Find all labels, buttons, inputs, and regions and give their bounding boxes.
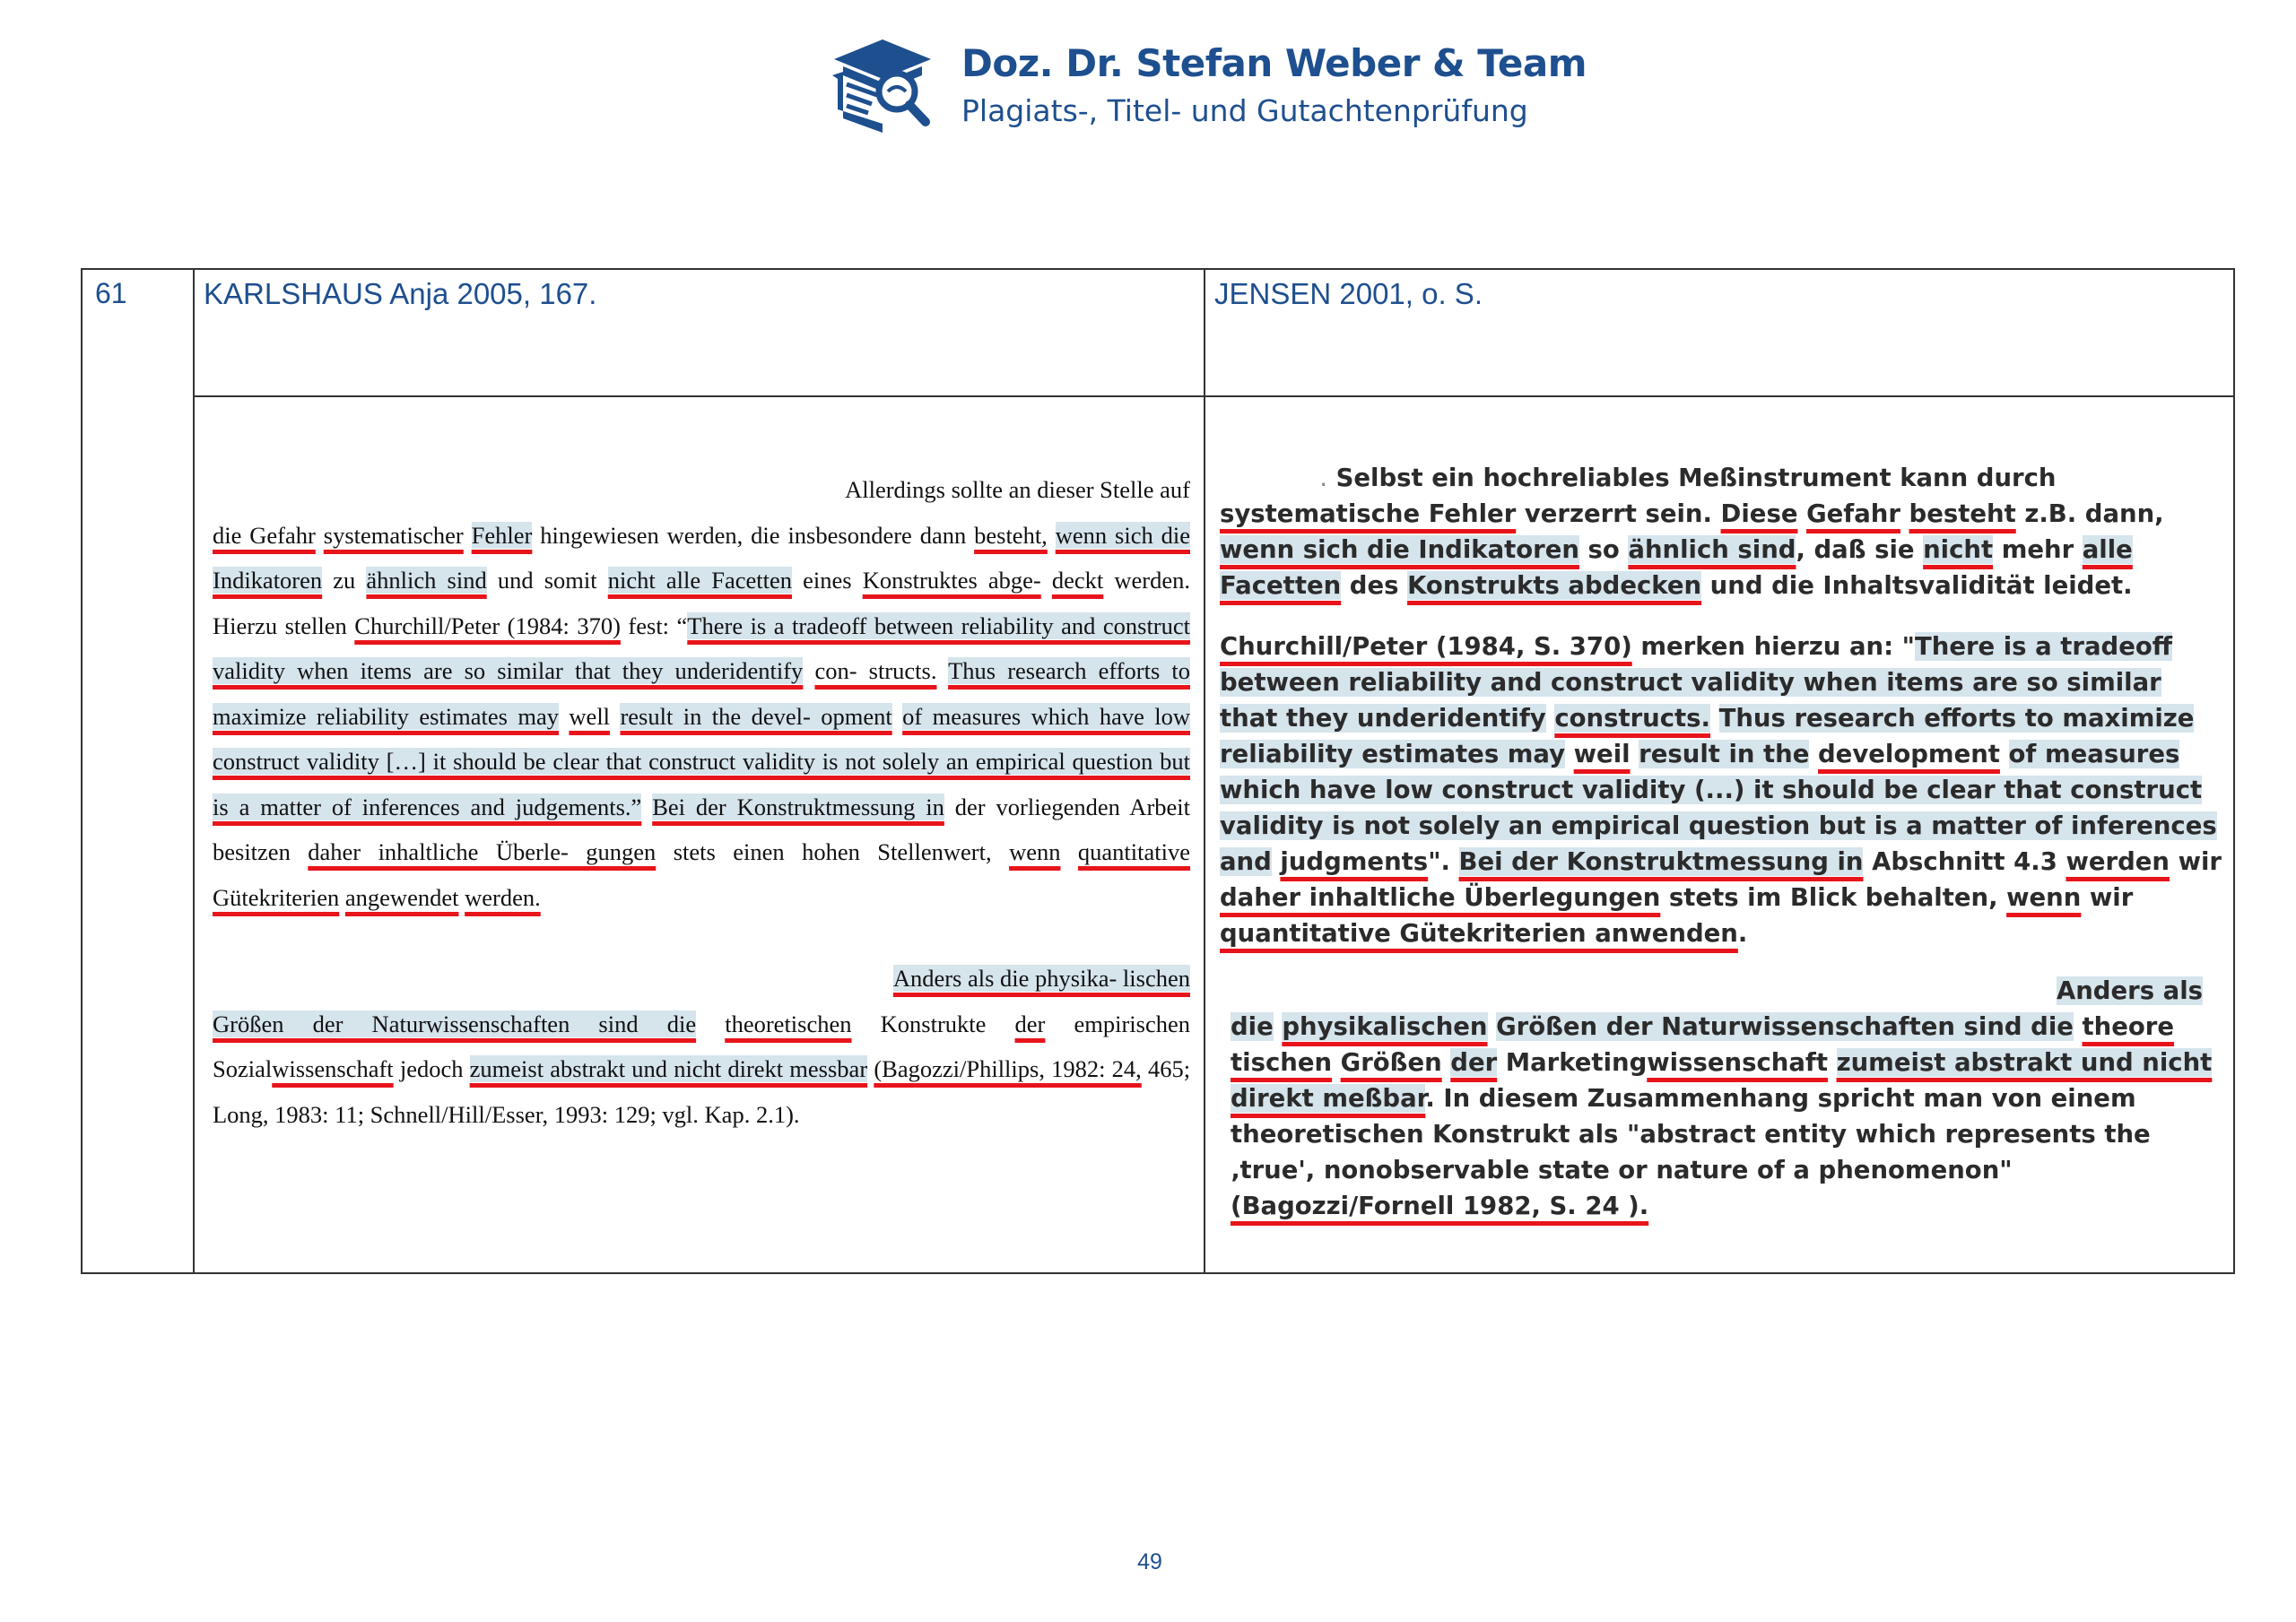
right-span: of measures which have low construct validity (...) it should be clear that construct validity is not solely an empirical question but is a matter of inferences and xyxy=(1220,740,2217,876)
right-span: zumeist abstrakt und nicht direkt meßbar xyxy=(1231,1048,2213,1113)
left-span: der xyxy=(1014,1010,1046,1037)
right-span: Größen xyxy=(1340,1048,1442,1077)
left-text-cell xyxy=(194,396,1205,1273)
left-span: systematischer xyxy=(323,521,464,549)
left-span: besteht, xyxy=(974,521,1048,549)
row-number-cell xyxy=(82,269,194,1273)
left-span: con- structs. xyxy=(814,657,937,684)
right-text-cell xyxy=(1205,396,2234,1273)
right-span: des xyxy=(1349,571,1399,600)
right-span: z.B. dann, xyxy=(2024,499,2164,528)
comparison-table xyxy=(81,268,2235,1274)
left-span: werden. xyxy=(465,883,541,911)
left-span: quantitative Gütekriterien xyxy=(213,838,1191,911)
left-p2-intro: Anders als die physika- lischen xyxy=(892,965,1190,992)
right-span: Gefahr xyxy=(1806,499,1900,528)
left-source-title: KARLSHAUS Anja 2005, 167. xyxy=(204,277,597,310)
left-span: Fehler xyxy=(471,521,533,549)
right-span: besteht xyxy=(1909,499,2016,528)
right-span: und die Inhaltsvalidität leidet. xyxy=(1709,571,2133,600)
left-scanned-text xyxy=(195,467,1208,1137)
left-span: 465; Long, 1983: 11; Schnell/Hill/Esser, 1993: 129; vgl. Kap. 2.1). xyxy=(213,1055,1191,1128)
left-span: werden. Hierzu stellen xyxy=(213,567,1191,639)
right-span: physikalischen xyxy=(1282,1012,1488,1041)
left-span: Konstruktes abge- xyxy=(862,567,1041,594)
left-span: wenn xyxy=(1009,838,1061,865)
right-span: . In diesem Zusammenhang spricht man von einem theoretischen Konstrukt als "abstract entity which represents the ‚true', nonobservable state or nature of a phenomenon" xyxy=(1231,1084,2151,1184)
left-span: deckt xyxy=(1051,567,1104,594)
left-paragraph-1 xyxy=(213,467,1190,920)
right-span: wissenschaft xyxy=(1647,1048,1828,1077)
right-span: judgments xyxy=(1280,847,1429,876)
right-span: Größen der Naturwissenschaften sind die xyxy=(1496,1012,2074,1041)
right-span: daher inhaltliche Überlegungen xyxy=(1220,883,1661,912)
right-span: Marketing xyxy=(1505,1048,1648,1077)
left-span: stets einen hohen Stellenwert, xyxy=(673,838,992,865)
page-number: 49 xyxy=(1137,1549,1162,1574)
right-span: merken hierzu an: " xyxy=(1640,632,1915,661)
right-span: mehr xyxy=(2001,535,2074,564)
right-span: ähnlich sind xyxy=(1628,535,1796,564)
left-span: die Gefahr xyxy=(213,521,316,549)
right-span: so xyxy=(1587,535,1620,564)
left-source-cell xyxy=(194,269,1205,396)
right-span: Diese xyxy=(1720,499,1798,528)
left-span: fest: “ xyxy=(628,612,688,639)
left-span: There is a tradeoff between reliability and construct validity when items are so similar that they underidentify xyxy=(213,612,1191,684)
right-source-text xyxy=(1220,460,2224,1224)
right-span: Anders als xyxy=(2056,976,2203,1005)
right-span: Abschnitt 4.3 xyxy=(1872,847,2057,876)
right-span: Selbst ein hochreliables Meßinstrument kann durch xyxy=(1335,464,2057,492)
right-span: result in the xyxy=(1639,740,1810,768)
right-span: . xyxy=(1737,919,1748,948)
right-source-cell xyxy=(1205,269,2234,396)
left-span: daher inhaltliche Überle- gungen xyxy=(308,838,657,865)
left-span: hingewiesen werden, die insbesondere dann xyxy=(540,521,967,549)
right-span: theore tischen xyxy=(1231,1012,2175,1077)
right-span: Churchill/Peter (1984, S. 370) xyxy=(1220,632,1632,661)
right-span: Bei der Konstruktmessung in xyxy=(1458,847,1864,876)
left-span: nicht alle Facetten xyxy=(607,567,792,594)
right-span: alle Facetten xyxy=(1220,535,2133,600)
left-span: Bei der Konstruktmessung in xyxy=(652,793,944,820)
left-paragraph-2 xyxy=(213,956,1190,1137)
right-span: quantitative Gütekriterien anwenden xyxy=(1220,919,1738,948)
right-paragraph-1 xyxy=(1220,460,2224,603)
left-span: wenn sich die Indikatoren xyxy=(213,521,1190,594)
left-span: of measures which have low construct validity […] it should be clear that construct validity is not solely an empirical question but is a matter of inferences and judgements.” xyxy=(213,702,1191,820)
book-magnifier-logo-icon xyxy=(825,36,940,134)
left-span: Größen der Naturwissenschaften sind die xyxy=(213,1010,697,1037)
right-paragraph-2 xyxy=(1220,629,2224,951)
left-span: result in the devel- opment xyxy=(620,702,892,730)
page-header xyxy=(825,34,1587,142)
left-span: und somit xyxy=(497,567,597,594)
left-span: zumeist abstrakt und nicht direkt messbar xyxy=(469,1055,868,1082)
right-source-title: JENSEN 2001, o. S. xyxy=(1214,277,1483,310)
left-p1-intro: Allerdings sollte an dieser Stelle auf xyxy=(845,476,1190,503)
right-span: werden xyxy=(2066,847,2170,876)
right-span: wir xyxy=(2178,847,2222,876)
right-span: stets im Blick behalten, xyxy=(1668,883,1998,912)
right-span: development xyxy=(1818,740,2000,768)
right-paragraph-3 xyxy=(1220,973,2224,1224)
right-span: , daß sie xyxy=(1796,535,1915,564)
right-span: systematische Fehler xyxy=(1220,499,1517,528)
right-span: weil xyxy=(1573,740,1631,768)
right-span: There is a tradeoff between reliability and construct validity when items are so similar that they underidentify xyxy=(1220,632,2173,733)
right-span: der xyxy=(1450,1048,1498,1077)
right-span: die xyxy=(1231,1012,1274,1041)
left-span: Konstrukte xyxy=(880,1010,987,1037)
right-span: Thus research efforts to maximize reliability estimates may xyxy=(1220,704,2195,768)
left-span: empirischen Sozial xyxy=(213,1010,1191,1082)
left-span: Thus research efforts to maximize reliability estimates may xyxy=(213,657,1190,730)
right-span: Konstrukts abdecken xyxy=(1407,571,1702,600)
right-span: constructs. xyxy=(1554,704,1711,733)
left-span: (Bagozzi/Phillips, 1982: 24, xyxy=(874,1055,1142,1082)
left-span: Churchill/Peter (1984: 370) xyxy=(354,612,621,639)
left-span: angewendet xyxy=(344,883,459,911)
right-span: verzerrt sein. xyxy=(1524,499,1712,528)
left-span: ähnlich sind xyxy=(366,567,487,594)
right-span: wenn xyxy=(2006,883,2082,912)
left-span: wissenschaft xyxy=(272,1055,394,1082)
right-span: wir xyxy=(2089,883,2134,912)
right-span: (Bagozzi/Fornell 1982, S. 24 ). xyxy=(1231,1192,1649,1220)
left-span: zu xyxy=(333,567,356,594)
left-span: well xyxy=(569,702,611,730)
left-span: der vorliegenden Arbeit besitzen xyxy=(213,793,1191,865)
left-span: eines xyxy=(803,567,852,594)
brand-name: Doz. Dr. Stefan Weber & Team xyxy=(961,41,1587,85)
brand-subtitle: Plagiats-, Titel- und Gutachtenprüfung xyxy=(961,93,1528,128)
right-span: nicht xyxy=(1923,535,1994,564)
left-span: theoretischen xyxy=(725,1010,852,1037)
row-number: 61 xyxy=(95,277,127,309)
right-span: ". xyxy=(1428,847,1450,876)
left-span: jedoch xyxy=(399,1055,464,1082)
right-span: . xyxy=(1319,464,1327,492)
right-span: wenn sich die Indikatoren xyxy=(1220,535,1579,564)
